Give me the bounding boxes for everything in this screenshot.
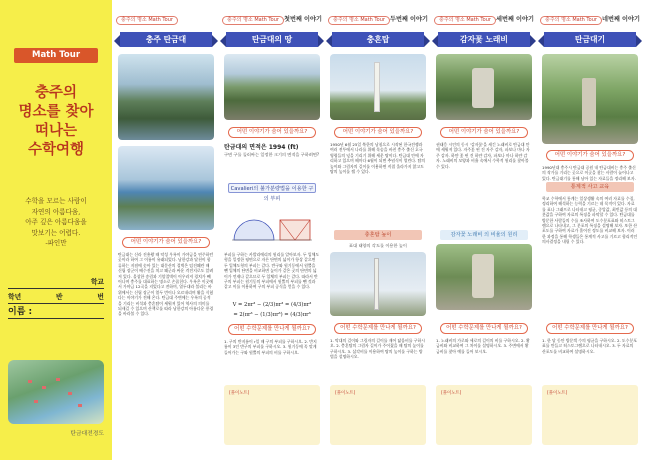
problem-text: 1. 구의 반지름이 r일 때 구의 부피를 구하시오. 2. 반지름이 3인 반구의 부피를 구하시오. 3. 원기둥에 꼭 맞게 들어가는 구와 원뿔의 부피의 비를 구하시오.: [224, 339, 317, 355]
problem-text: 1. 노래비의 가로와 세로의 길이의 비를 구하시오. 2. 황금비와 비교하여 그 차이를 설명하시오. 3. 주변에서 황금비를 찾아 예를 들어 보시오.: [436, 338, 530, 354]
quote-line: 맛보기는 어렵다.: [31, 228, 81, 237]
potato-flower-monument-photo: [436, 54, 532, 120]
story-pill: 어떤 이야기가 숨어 있을까요?: [440, 127, 528, 138]
divider: [8, 318, 104, 319]
answer-memo: [224, 385, 320, 445]
story-pill: 어떤 이야기가 숨어 있을까요?: [334, 127, 422, 138]
divider: [8, 303, 104, 304]
column-chungju-tangeumdae: [114, 0, 218, 460]
story-text: 1950년 6월 25일 북한의 남침으로 시작된 한국전쟁과 여러 전투에서 나라를 위해 목숨을 바친 충주 출신 호국영령들의 넋을 기리기 위해 세운 탑이다. 탄금대 안에 자리하고 있으며 해마다 6월이 되면 추념식이 열린다. 탑의 높이와 그림자의 길이를 이용하면 직접 올라가지 않고도 탑의 높이를 잴 수 있다.: [330, 142, 426, 175]
column-title: 충혼탑: [332, 32, 424, 47]
tangeumdae-record-photo: [542, 54, 638, 144]
answer-memo: [330, 385, 426, 445]
column-title: 충주 탄금대: [120, 32, 212, 47]
column-tag: 충주의 명소 Math Tour: [434, 16, 496, 25]
map-caption: 탄금대전경도: [70, 431, 104, 437]
quote-author: -파인만: [45, 239, 67, 248]
memo-label: [풀이노트]: [229, 391, 250, 396]
story-pill: 어떤 이야기가 숨어 있을까요?: [546, 150, 634, 161]
volume-formula: V = 2πr³ − (2/3)πr³ = (4/3)πr³: [232, 302, 312, 308]
statistics-text: 학교 수학에서 통계는 일상생활 속의 여러 자료를 수집, 정리하여 해석하는 능력을 기르는 데 목적이 있다. 자료를 표나 그래프로 나타내고 평균, 중앙값, 최빈값 등의 대푯값을 구하여 자료의 특징을 파악할 수 있다. 탄금대를 방문한 사람들의 수를 조사하여 도수분포표와 히스토그램으로 나타내고, 그 분포의 특징을 설명해 보자. 또한 산포도를 구하여 자료가 흩어진 정도를 비교해 보자. 이러한 과정을 통해 학생들은 통계적 사고를 기르고 합리적인 의사결정을 내릴 수 있다.: [542, 196, 638, 245]
cavalieri-box: Cavalieri의 불가분량법을 이용한 구의 부피: [228, 183, 316, 193]
cavalieri-text: 부피를 구하는 카발리에리의 원리를 알아보자. 두 입체도형을 일정한 평면으로 자른 단면의 넓이가 항상 같으면 두 입체도형의 부피는 같다. 반구와 원기둥에서 원뿔을 뺀 입체의 단면을 비교하면 높이가 같은 곳의 단면의 넓이가 언제나 같으므로 두 입체의 부피는 같다. 따라서 반구의 부피는 원기둥의 부피에서 원뿔의 부피를 뺀 것과 같고 이를 이용하여 구의 부피 공식을 얻을 수 있다.: [224, 252, 320, 290]
volume-formula: = 2(πr³ − (1/3)πr³) = (4/3)πr³: [233, 312, 311, 318]
cover-title-line: 충주의: [34, 85, 78, 101]
hemisphere-cylinder-diagram: [228, 196, 316, 250]
statistics-box: 통계적 사고 교육: [546, 182, 634, 192]
tangeumdae-land-photo: [224, 54, 320, 120]
column-potato-flower-monument: [432, 0, 536, 460]
quote-line: 자연의 아름다움,: [31, 207, 81, 216]
column-tag: 충주의 명소 Math Tour: [328, 16, 390, 25]
memo-label: [풀이노트]: [547, 391, 568, 396]
tangeumdae-cliff-photo: [118, 54, 214, 140]
memo-label: [풀이노트]: [335, 391, 356, 396]
divider: [8, 288, 104, 289]
class-label: 반: [55, 293, 63, 301]
cover-quote: [6, 196, 106, 249]
story-text: 1990년대 충주시 탄금대 공원 내 탄금대비는 충주 출신의 작가를 기리는 곳으로 이곳을 찾는 사람이 늘어나고 있다. 탄금대기를 통해 남아 있는 자료들을 정리해 보자.: [542, 165, 636, 181]
cover-badge: Math Tour: [14, 48, 98, 63]
tower-angle-photo: [330, 252, 426, 316]
number-label: 번: [97, 293, 104, 301]
cover-title-line: 떠나는: [34, 123, 78, 139]
monument-ratio-photo: [436, 244, 532, 310]
problem-pill: 어떤 수학문제를 만나게 될까요?: [228, 324, 316, 335]
story-pill: 어떤 이야기가 숨어 있을까요?: [122, 237, 210, 248]
column-tag: 충주의 명소 Math Tour: [540, 16, 602, 25]
tangeumdae-map-image: [8, 360, 104, 424]
story-text: 권태응 시인의 동시 '감자꽃'을 새긴 노래비로 탄금대 안에 세워져 있다. 자주꽃 핀 건 자주 감자, 파보나 마나 자주 감자. 하얀 꽃 핀 건 하얀 감자, 파보나 마나 하얀 감자. 노래비의 모양과 비율 속에서 수학적 원리를 찾아볼 수 있다.: [436, 142, 530, 169]
quote-line: 아주 깊은 아름다움을: [25, 218, 87, 227]
story-number: 네번째 이야기: [601, 16, 640, 23]
tower-height-box: 충혼탑 높이: [334, 230, 422, 240]
column-title: 탄금대기: [544, 32, 636, 47]
cover-title-line: 명소를 찾아: [18, 104, 94, 120]
column-title: 탄금대의 땅: [226, 32, 318, 47]
cover-title: [8, 84, 104, 160]
name-label: 이름 :: [8, 307, 33, 317]
memo-label: [풀이노트]: [441, 391, 462, 396]
column-tangeumdae-land: [220, 0, 324, 460]
answer-memo: [542, 385, 638, 445]
story-pill: 어떤 이야기가 숨어 있을까요?: [228, 127, 316, 138]
problem-pill: 어떤 수학문제를 만나게 될까요?: [440, 323, 528, 334]
student-info-form: [8, 277, 104, 322]
memorial-tower-photo: [330, 54, 426, 120]
column-tangeumdae-record: [538, 0, 642, 460]
column-tag: 충주의 명소 Math Tour: [116, 16, 178, 25]
school-label: 학교: [90, 278, 104, 286]
problem-text: 1. 한 달 동안 방문객 수의 평균을 구하시오. 2. 도수분포표를 만들고 히스토그램으로 나타내시오. 3. 두 자료의 산포도를 비교하여 설명하시오.: [542, 338, 637, 354]
quote-line: 수학을 모르는 사람이: [25, 197, 87, 205]
tower-shape: [374, 62, 380, 112]
cover-panel: [0, 0, 112, 460]
river-aerial-photo: [118, 146, 214, 230]
tower-height-subline: 표대 태양의 각도를 이용한 높이: [349, 243, 407, 248]
story-text: 탄금대는 신라 진흥왕 때 악성 우륵이 가야금을 연주하던 곳이라 하여 그 이름이 유래되었다. 남한강과 달천이 합류하는 지점에 솟아 있는 대문산의 절벽은 임진왜란 때 신립 장군이 배수진을 치고 왜군과 싸운 격전지로도 알려져 있다. 울창한 송림과 기암절벽이 어우러져 경치가 빼어나며 충주를 대표하는 명소로 손꼽힌다. 우륵은 이곳에서 가야금 12곡을 지었다고 전하며, 열두대라 불리는 바위에서는 신립 장군이 열두 번이나 오르내리며 활을 식혔다는 이야기가 전해 온다. 탄금대 주변에는 우륵의 공적을 기리는 비석과 충혼탑이 세워져 있어 역사의 의미를 되새길 수 있으며 산책로를 따라 남한강의 아름다운 풍경을 바라볼 수 있다.: [118, 252, 214, 317]
story-number: 세번째 이야기: [495, 16, 534, 23]
problem-pill: 어떤 수학문제를 만나게 될까요?: [334, 323, 422, 334]
monument-shape: [472, 254, 494, 298]
grade-label: 학년: [8, 293, 22, 301]
monument-shape: [472, 68, 494, 108]
problem-text: 1. 막대의 길이와 그림자의 길이를 재어 닮음비를 구하시오. 2. 충혼탑의 그림자 길이가 주어졌을 때 탑의 높이를 구하시오. 3. 삼각비를 이용하여 탑의 높이를 구하는 방법을 설명하시오.: [330, 338, 426, 360]
column-tag: 충주의 명소 Math Tour: [222, 16, 284, 25]
story-number: 첫번째 이야기: [283, 16, 322, 23]
column-memorial-tower: [326, 0, 430, 460]
story-number: 두번째 이야기: [389, 16, 428, 23]
area-subline: 구면 구를 둘러싸는 일정한 크기의 면적을 구하려면?: [224, 152, 320, 157]
cover-title-line: 수학여행: [27, 142, 85, 158]
stele-shape: [582, 78, 596, 126]
column-title: 감자꽃 노래비: [438, 32, 530, 47]
tower-shape: [374, 258, 379, 310]
monument-ratio-box: 감자꽃 노래비 의 비율의 원리: [440, 230, 528, 240]
area-subhead: 탄금대의 면적은 1994 (ft): [224, 144, 299, 151]
problem-pill: 어떤 수학문제를 만나게 될까요?: [546, 323, 634, 334]
answer-memo: [436, 385, 532, 445]
